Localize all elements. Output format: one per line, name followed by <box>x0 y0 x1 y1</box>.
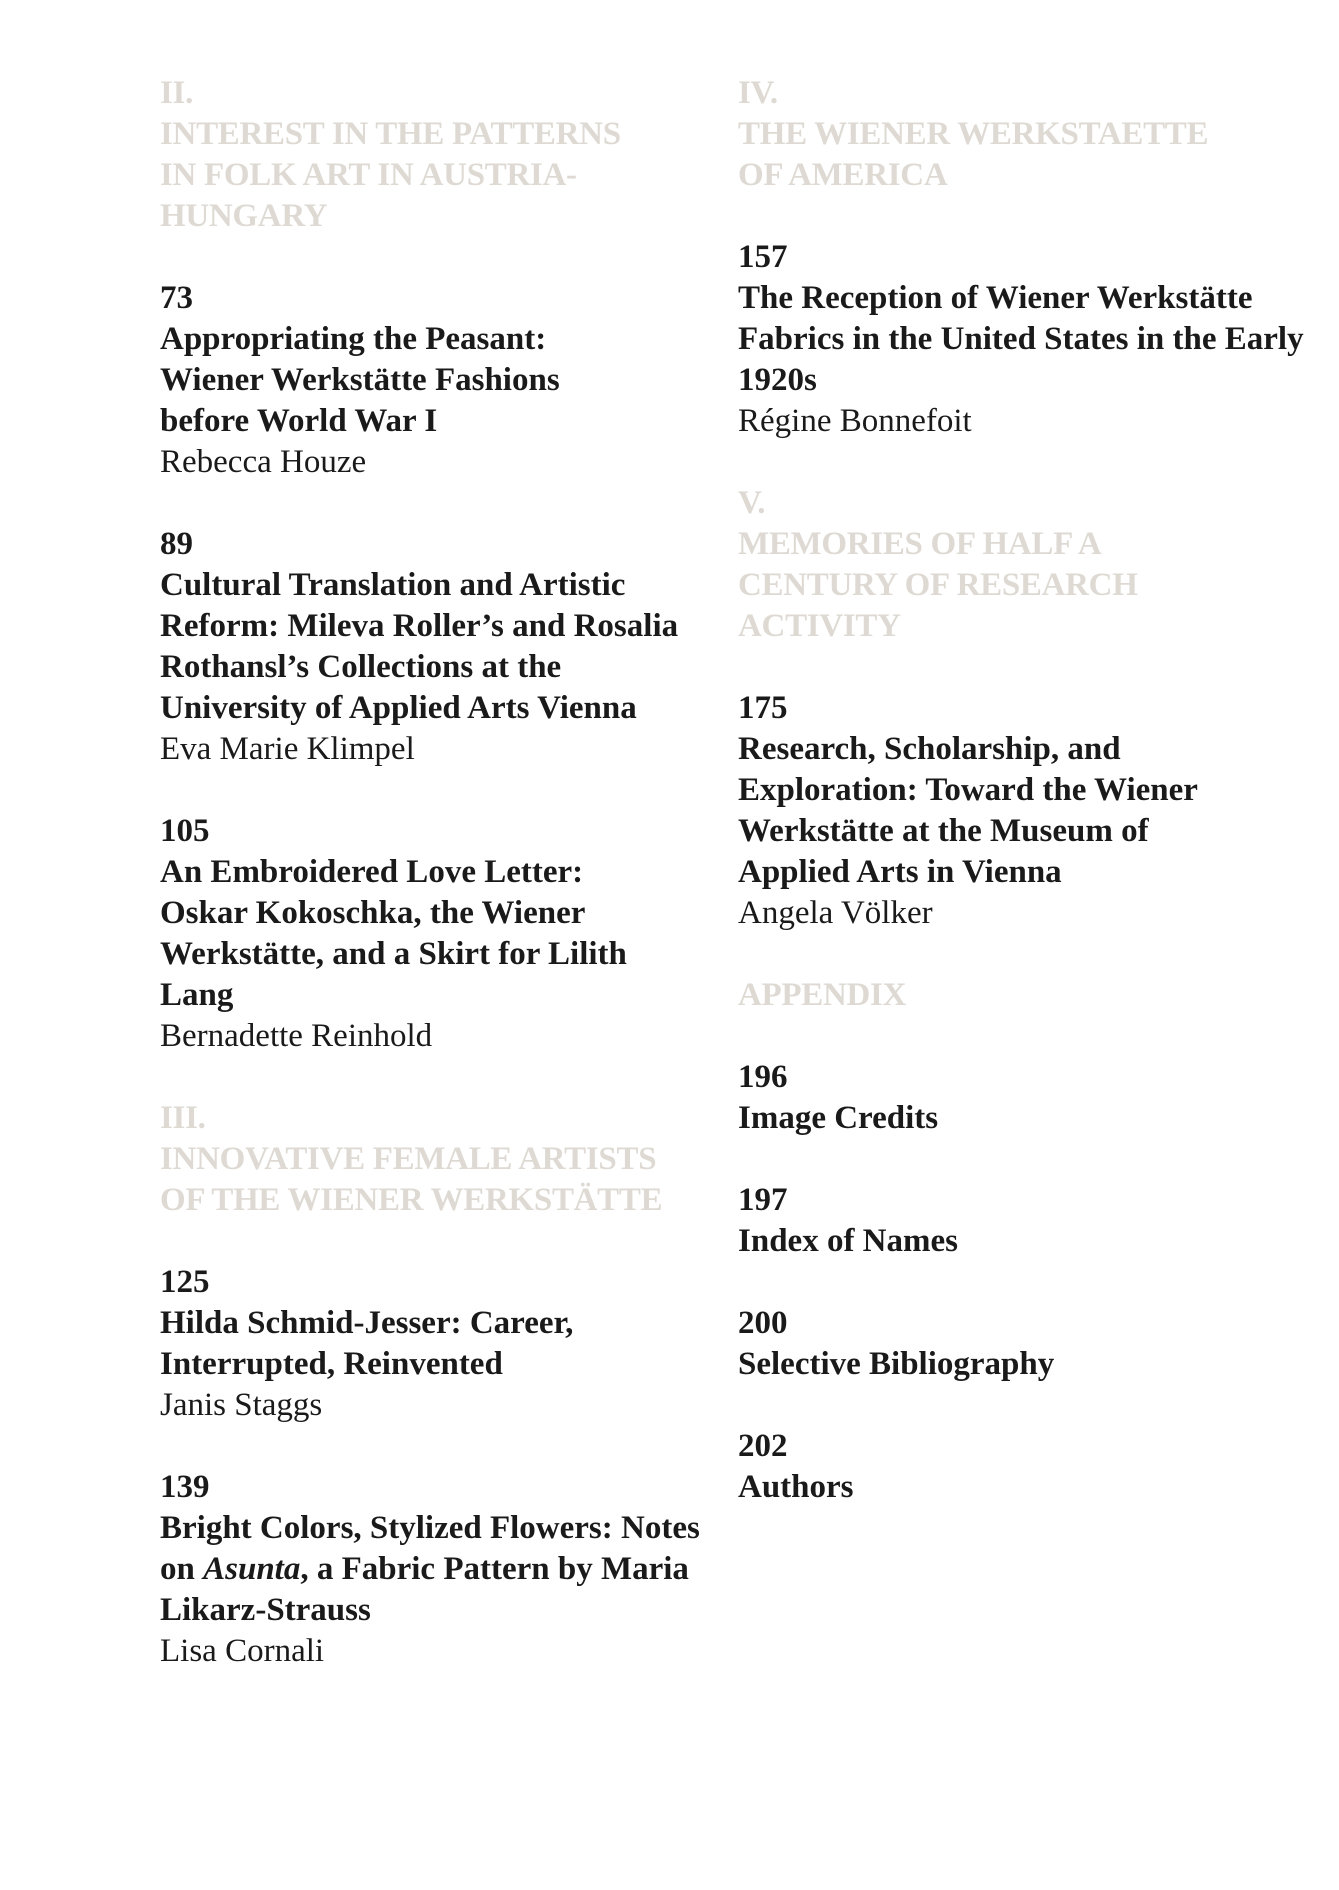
toc-entry[interactable] <box>738 1180 1318 1262</box>
page-number: 200 <box>738 1305 788 1341</box>
toc-entry[interactable] <box>738 1303 1318 1385</box>
toc-entry[interactable] <box>160 524 740 770</box>
page-number: 196 <box>738 1059 788 1095</box>
toc-entry[interactable] <box>160 1262 740 1426</box>
page-number: 105 <box>160 813 210 849</box>
section-title: INTEREST IN THE PATTERNS IN FOLK ART IN AUSTRIA-HUNGARY <box>160 116 621 234</box>
entry-title: Authors <box>738 1469 854 1505</box>
page-number: 125 <box>160 1264 210 1300</box>
entry-author: Régine Bonnefoit <box>738 403 972 439</box>
entry-title: Selective Bibliography <box>738 1346 1055 1382</box>
entry-author: Rebecca Houze <box>160 444 367 480</box>
entry-title: Hilda Schmid-Jesser: Career, Interrupted, Reinvented <box>160 1305 574 1382</box>
toc-entry[interactable] <box>738 688 1318 934</box>
entry-title-part: , a Fabric Pattern by Maria Likarz-Strauss <box>160 1551 689 1628</box>
entry-author: Lisa Cornali <box>160 1633 325 1669</box>
toc-entry[interactable] <box>160 1467 740 1672</box>
toc-entry[interactable] <box>160 278 740 483</box>
section-heading-appendix <box>738 975 1318 1016</box>
page-number: 157 <box>738 239 788 275</box>
toc-entry[interactable] <box>160 811 740 1057</box>
page-number: 197 <box>738 1182 788 1218</box>
section-heading-iii <box>160 1098 740 1221</box>
section-title: MEMORIES OF HALF A CENTURY OF RESEARCH ACTIVITY <box>738 526 1138 644</box>
section-title: THE WIENER WERKSTAETTE OF AMERICA <box>738 116 1209 193</box>
section-heading-iv <box>738 73 1318 196</box>
entry-title: An Embroidered Love Letter: Oskar Kokoschka, the Wiener Werkstätte, and a Skirt for Lilith Lang <box>160 854 627 1013</box>
entry-title: Cultural Translation and Artistic Reform: Mileva Roller’s and Rosalia Rothansl’s Collections at the University of Applied Arts Vienna <box>160 567 679 726</box>
pattern-name: Asunta <box>203 1551 301 1587</box>
entry-title <box>160 1508 720 1631</box>
entry-author: Bernadette Reinhold <box>160 1018 433 1054</box>
section-heading-ii <box>160 73 740 237</box>
section-title: INNOVATIVE FEMALE ARTISTS OF THE WIENER WERKSTÄTTE <box>160 1141 663 1218</box>
section-number: II. <box>160 75 194 111</box>
section-number: V. <box>738 485 766 521</box>
section-heading-v <box>738 483 1318 647</box>
entry-title: Image Credits <box>738 1100 939 1136</box>
page-number: 139 <box>160 1469 210 1505</box>
toc-column-left <box>160 73 740 1672</box>
page-number: 73 <box>160 280 193 316</box>
entry-author: Angela Völker <box>738 895 933 931</box>
entry-title: The Reception of Wiener Werkstätte Fabrics in the United States in the Early 1920s <box>738 280 1304 398</box>
section-number: III. <box>160 1100 206 1136</box>
entry-title: Index of Names <box>738 1223 958 1259</box>
toc-entry[interactable] <box>738 237 1318 442</box>
entry-author: Eva Marie Klimpel <box>160 731 415 767</box>
toc-column-right <box>738 73 1318 1508</box>
entry-title: Research, Scholarship, and Exploration: Toward the Wiener Werkstätte at the Museum of Applied Arts in Vienna <box>738 731 1198 890</box>
entry-author: Janis Staggs <box>160 1387 323 1423</box>
page-number: 202 <box>738 1428 788 1464</box>
entry-title-part: Bright Colors, Stylized Flowers: Notes on <box>160 1510 700 1587</box>
toc-entry[interactable] <box>738 1057 1318 1139</box>
section-title: APPENDIX <box>738 977 907 1013</box>
page-number: 175 <box>738 690 788 726</box>
entry-title: Appropriating the Peasant: Wiener Werkstätte Fashions before World War I <box>160 321 560 439</box>
toc-entry[interactable] <box>738 1426 1318 1508</box>
section-number: IV. <box>738 75 778 111</box>
page-number: 89 <box>160 526 193 562</box>
